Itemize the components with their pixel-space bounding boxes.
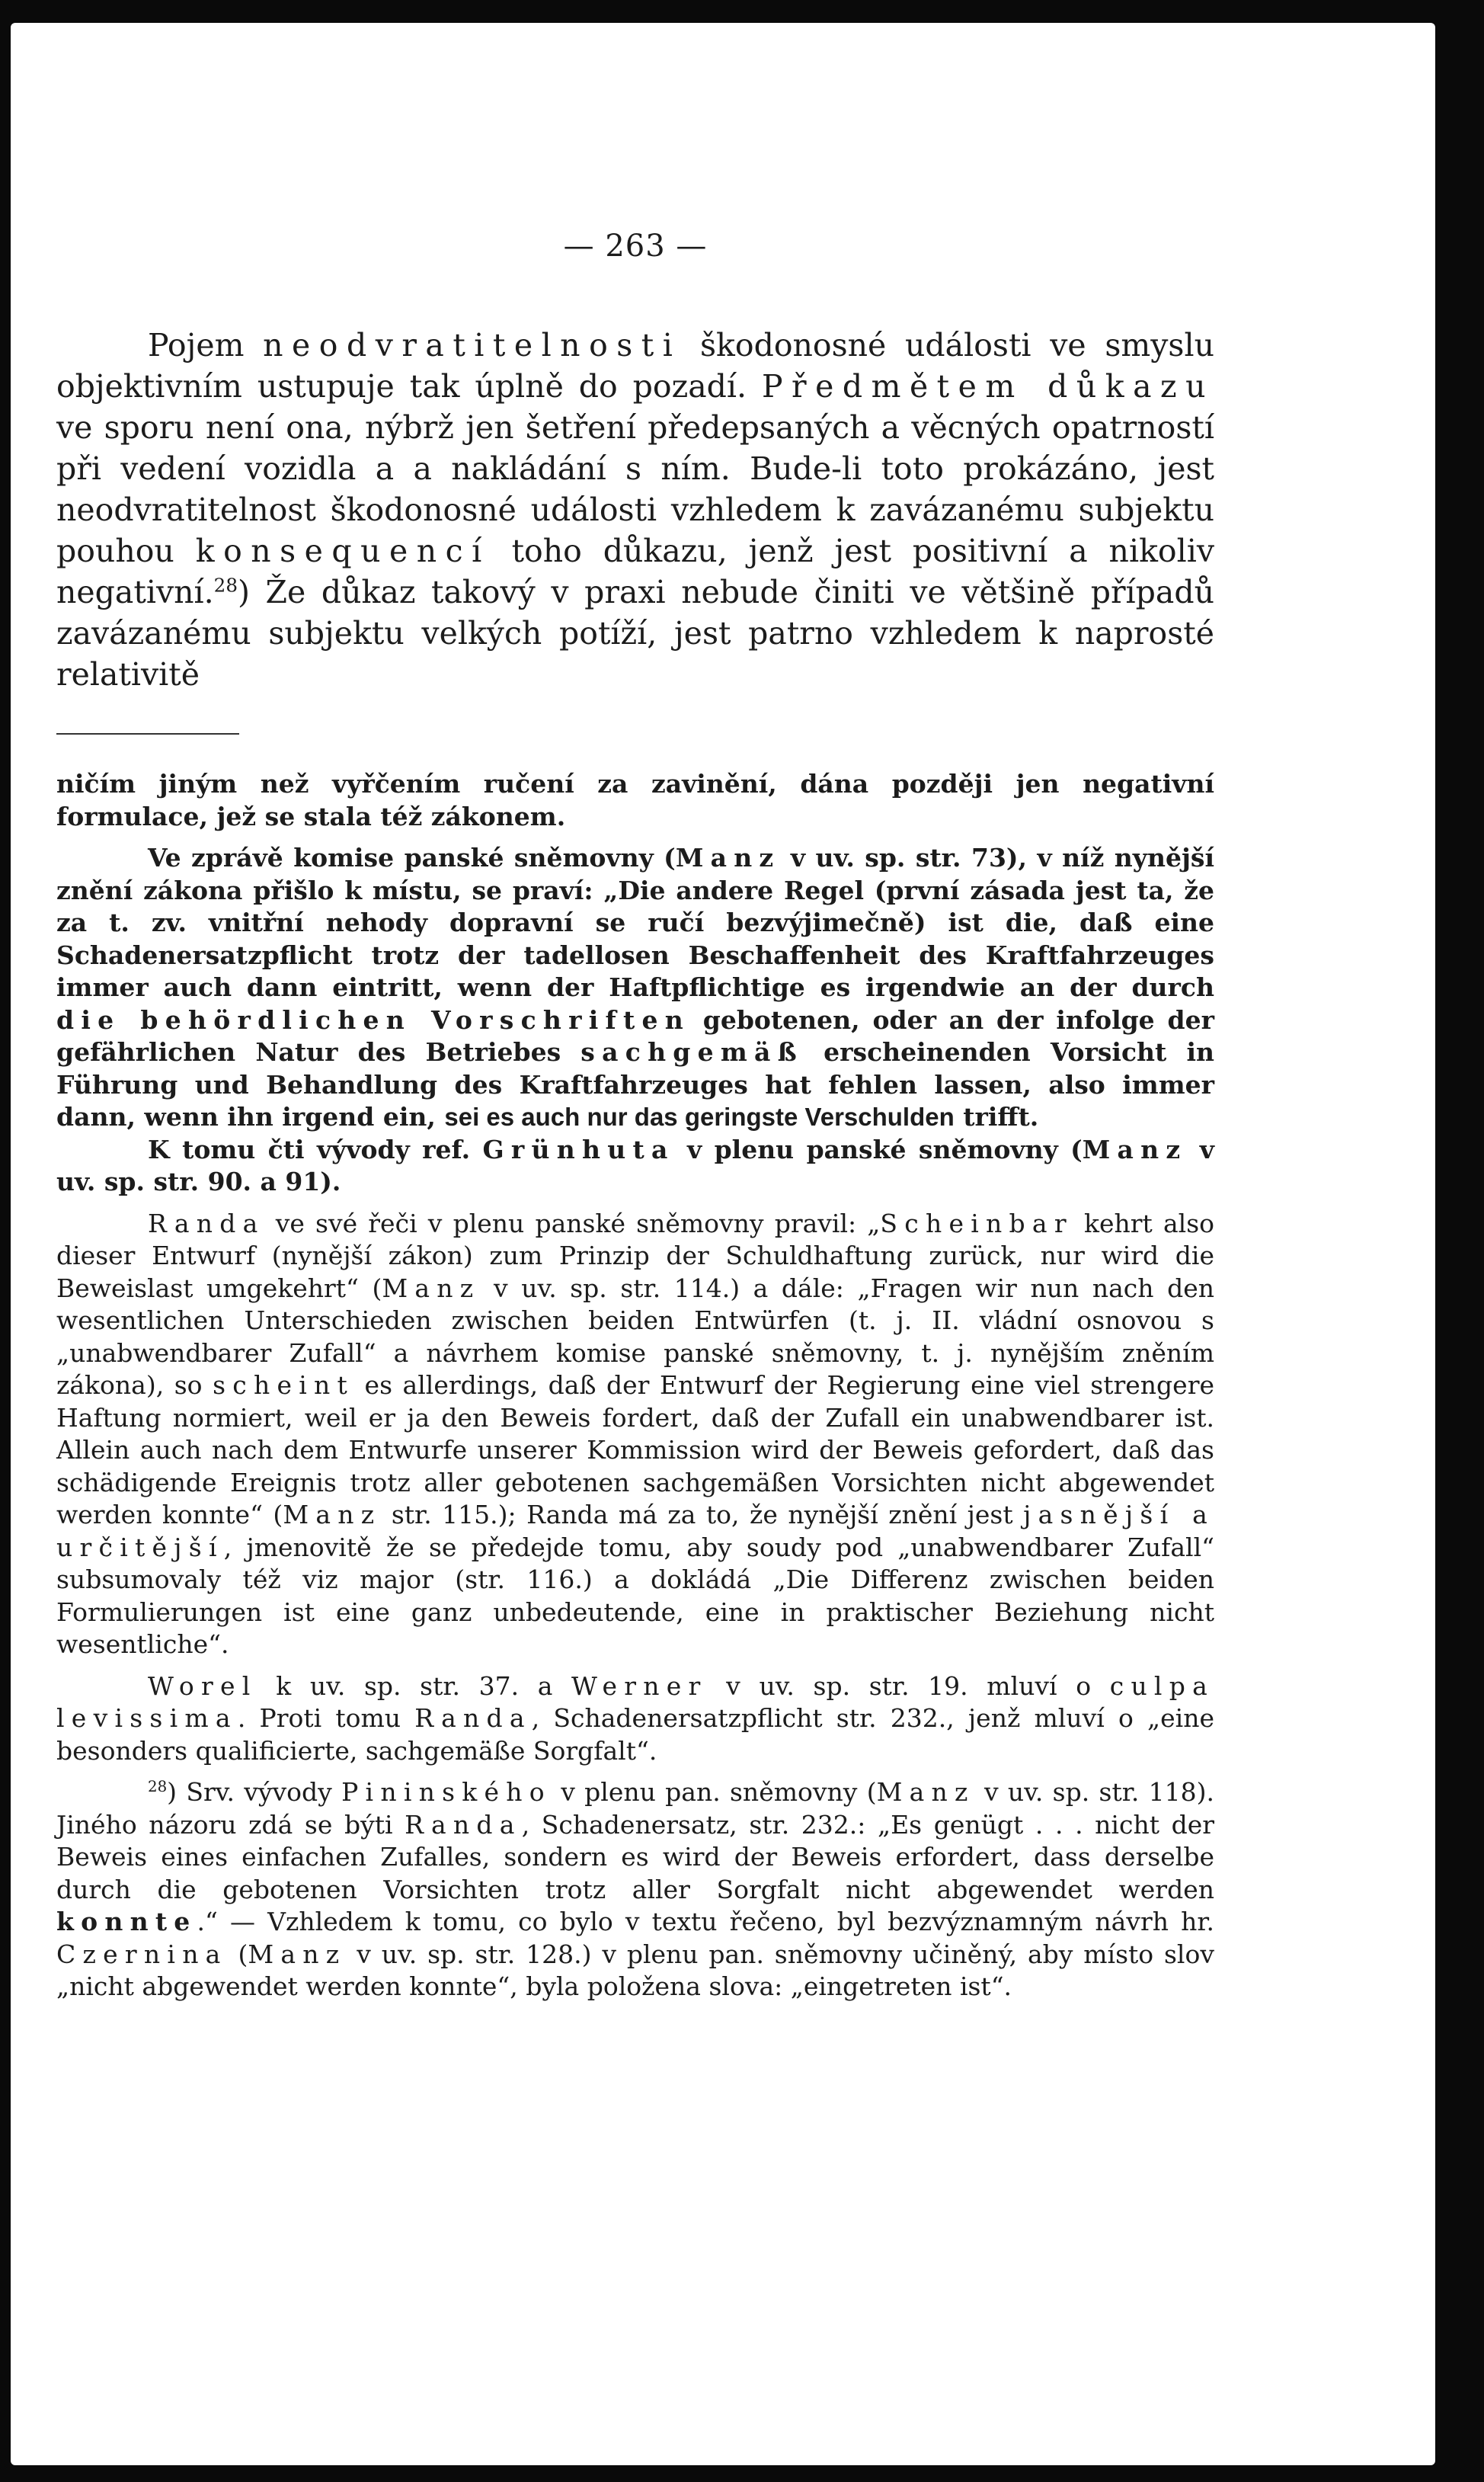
text-run: v uv. sp. str. 19. mluví o (707, 1670, 1110, 1701)
footnote-28 (56, 1776, 1214, 2003)
text-run: , jmenovitě že se předejde tomu, aby soudy pod „unabwendbarer Zufall“ subsumovaly též viz major (str. 116.) a dokládá „Die Differenz zwischen beiden Formulierungen ist eine ganz unbedeutende, eine in praktischer Beziehung nicht wesentliche“. (56, 1532, 1214, 1659)
spaced-emphasis: Scheinbar (880, 1208, 1073, 1238)
spaced-emphasis: sachgemäß (580, 1037, 804, 1067)
page-number: — 263 — (563, 229, 708, 264)
text-run: toho důkazu, jenž jest positivní a nikoliv negativní. (56, 533, 1214, 610)
text-run: v plenu panské sněmovny ( (674, 1134, 1083, 1164)
text-run: es allerdings, daß der Entwurf der Regierung eine viel strengere Haftung normiert, weil er ja den Beweis fordert, daß der Zufall ein unabwendbarer ist. Allein auch nach dem Entwurfe unserer Kommission wird der Beweis gefordert, daß das schädigende Ereignis trotz aller gebotenen sachgemäßen Vorsichten nicht abgewendet werden konnte“ ( (56, 1370, 1214, 1529)
spaced-emphasis: die behördlichen Vorschriften (56, 1004, 690, 1035)
spaced-emphasis: Manz (248, 1939, 347, 1969)
text-run: k uv. sp. str. 37. a (257, 1670, 572, 1701)
footnote-paragraph (56, 842, 1214, 1134)
page-text (56, 229, 1214, 2013)
footnotes (56, 768, 1214, 2003)
text-run: Pojem (148, 327, 264, 363)
bold-emphasis: sei es auch nur das geringste Verschulden (444, 1103, 955, 1131)
spaced-emphasis: konnte (56, 1907, 197, 1936)
text-run: trifft. (954, 1102, 1039, 1132)
main-paragraph (56, 325, 1214, 695)
text-run: str. 115.); Randa má za to, že nynější znění jest (381, 1500, 1024, 1529)
spaced-emphasis: scheint (213, 1370, 355, 1400)
text-run: ve své řeči v plenu panské sněmovny pravil: „ (264, 1208, 881, 1238)
text-run: K tomu čti vývody ref. (148, 1134, 483, 1164)
spaced-emphasis: konsequencí (195, 533, 491, 569)
spaced-emphasis: Randa (148, 1208, 265, 1238)
spaced-emphasis: Manz (1082, 1134, 1188, 1164)
spaced-emphasis: Grünhuta (482, 1134, 675, 1164)
spaced-emphasis: Randa (405, 1809, 522, 1840)
spaced-emphasis: Worel (148, 1670, 257, 1701)
text-run: v plenu pan. sněmovny ( (551, 1777, 877, 1807)
text-run: .“ — Vzhledem k tomu, co bylo v textu řečeno, byl bezvýznamným návrh hr. (197, 1907, 1214, 1936)
text-run: erscheinenden Vorsicht in Führung und Behandlung des Kraftfahrzeuges hat fehlen lassen, also immer dann, wenn ihn irgend ein, (56, 1037, 1214, 1132)
footnote-paragraph (56, 1208, 1214, 1661)
text-run: , Schadenersatzpflicht str. 232., jenž mluví o „eine besonders qualificierte, sachgemäße Sorgfalt“. (56, 1703, 1215, 1766)
text-run: ) Srv. vývody (167, 1777, 342, 1807)
spaced-emphasis: neodvratitelnosti (263, 327, 682, 363)
footnote-ref: 28 (213, 574, 238, 597)
main-text (56, 325, 1214, 695)
text-run: v uv. sp. str. 90. a 91). (56, 1134, 1214, 1196)
spaced-emphasis: jasnější a určitější (56, 1500, 1214, 1562)
spaced-emphasis: Pininského (341, 1777, 552, 1807)
spaced-emphasis: Manz (382, 1273, 481, 1303)
text-run: ( (227, 1939, 248, 1969)
spaced-emphasis: Předmětem důkazu (761, 368, 1214, 405)
footnote-paragraph (56, 1670, 1214, 1768)
spaced-emphasis: Manz (675, 843, 781, 873)
spaced-emphasis: Czernina (56, 1939, 228, 1969)
text-run: , Schadenersatz, str. 232.: „Es genügt . . . nicht der Beweis eines einfachen Zufalles, sondern es wird der Beweis erfordert, dass derselbe durch die gebotenen Vorsichten trotz aller Sorgfalt nicht abgewendet werden (56, 1809, 1214, 1904)
text-run: v uv. sp. str. 114.) a dále: „Fragen wir nun nach den wesentlichen Unterschieden zwischen beiden Entwürfen (t. j. II. vládní osnovou s „unabwendbarer Zufall“ a návrhem komise panské sněmovny, t. j. nynějším zněním zákona), so (56, 1273, 1214, 1400)
spaced-emphasis: Manz (876, 1777, 975, 1807)
footnote-divider (56, 733, 239, 735)
text-run: ve sporu není ona, nýbrž jen šetření předepsaných a věcných opatrností při vedení vozidla a a nakládání s ním. Bude-li toto prokázáno, jest neodvratitelnost škodonosné události vzhledem k zavázanému subjektu pouhou (56, 409, 1214, 569)
book-page (11, 23, 1435, 2465)
spaced-emphasis: culpa levissima (56, 1670, 1215, 1733)
spaced-emphasis: Manz (283, 1500, 382, 1529)
footnote-marker: 28 (148, 1778, 168, 1795)
text-run: gebotenen, oder an der infolge der gefährlichen Natur des Betriebes (56, 1004, 1214, 1067)
text-run: v uv. sp. str. 73), v níž nynější znění zákona přišlo k místu, se praví: „Die andere Regel (první zásada jest ta, že za t. zv. vnitřní nehody dopravní se ručí bezvýjimečně) ist die, daß eine Schadenersatzpflicht trotz der tadellosen Beschaffenheit des Kraftfahrzeuges immer auch dann eintritt, wenn der Haftpflichtige es irgendwie an der durch (56, 843, 1214, 1002)
text-run: škodonosné události ve smyslu objektivním ustupuje tak úplně do pozadí. (56, 327, 1214, 405)
footnote-continuation: ničím jiným než vyřčením ručení za zavinění, dána později jen negativní formulace, jež se stala též zákonem. (56, 769, 1214, 831)
text-run: . Proti tomu (237, 1703, 415, 1733)
text-run: v uv. sp. str. 128.) v plenu pan. sněmovny učiněný, aby místo slov „nicht abgewendet werden konnte“, byla položena slova: „eingetreten ist“. (56, 1939, 1214, 2001)
text-run: v uv. sp. str. 118). Jiného názoru zdá se býti (56, 1777, 1214, 1840)
text-run: kehrt also dieser Entwurf (nynější zákon) zum Prinzip der Schuldhaftung zurück, nur wird die Beweislast umgekehrt“ ( (56, 1208, 1215, 1303)
spaced-emphasis: Randa (414, 1703, 532, 1733)
text-run: ) Že důkaz takový v praxi nebude činiti ve většině případů zavázanému subjektu velkých potíží, jest patrno vzhledem k naprosté relativitě (56, 574, 1214, 693)
text-run: Ve zprávě komise panské sněmovny ( (148, 843, 676, 873)
spaced-emphasis: Werner (571, 1670, 708, 1701)
footnote-paragraph (56, 1134, 1214, 1199)
